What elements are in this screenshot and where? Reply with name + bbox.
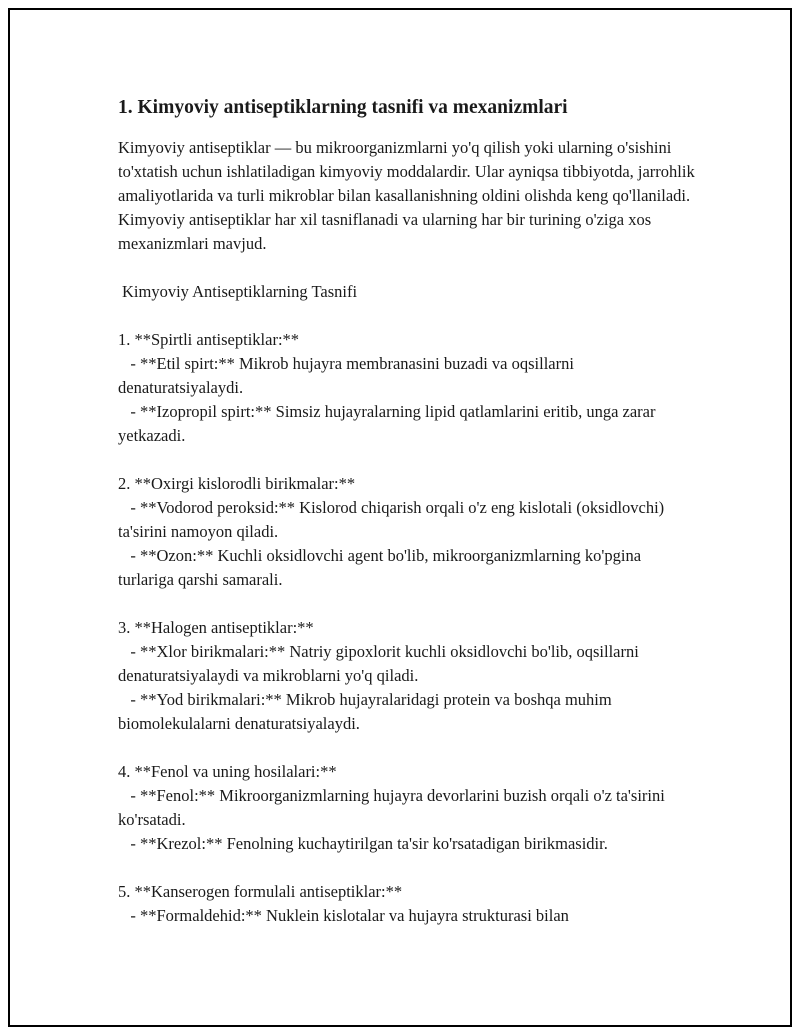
classification-group-2	[118, 472, 698, 592]
group-item: - **Izopropil spirt:** Simsiz hujayralarning lipid qatlamlarini eritib, unga zarar yetkazadi.	[118, 402, 660, 445]
group-item: - **Ozon:** Kuchli oksidlovchi agent bo'lib, mikroorganizmlarning ko'pgina turlariga qarshi samarali.	[118, 546, 646, 589]
group-heading: 2. **Oxirgi kislorodli birikmalar:**	[118, 474, 356, 493]
group-heading: 4. **Fenol va uning hosilalari:**	[118, 762, 337, 781]
group-item: - **Krezol:** Fenolning kuchaytirilgan ta'sir ko'rsatadigan birikmasidir.	[118, 834, 608, 853]
classification-group-1	[118, 328, 698, 448]
group-item: - **Yod birikmalari:** Mikrob hujayralaridagi protein va boshqa muhim biomolekulalarni denaturatsiyalaydi.	[118, 690, 616, 733]
classification-group-5	[118, 880, 698, 928]
group-heading: 3. **Halogen antiseptiklar:**	[118, 618, 314, 637]
group-item: - **Fenol:** Mikroorganizmlarning hujayra devorlarini buzish orqali o'z ta'sirini ko'rsatadi.	[118, 786, 669, 829]
document-title: 1. Kimyoviy antiseptiklarning tasnifi va mexanizmlari	[118, 97, 568, 118]
intro-paragraph: Kimyoviy antiseptiklar — bu mikroorganizmlarni yo'q qilish yoki ularning o'sishini to'xtatish uchun ishlatiladigan kimyoviy moddalardir. Ular ayniqsa tibbiyotda, jarrohlik amaliyotlarida va turli mikroblar bilan kasallanishning oldini olishda keng qo'llaniladi. Kimyoviy antiseptiklar har xil tasniflanadi va ularning har bir turining o'ziga xos mexanizmlari mavjud.	[118, 138, 695, 253]
group-item: - **Etil spirt:** Mikrob hujayra membranasini buzadi va oqsillarni denaturatsiyalaydi.	[118, 354, 579, 397]
classification-group-4	[118, 760, 698, 856]
group-item: - **Xlor birikmalari:** Natriy gipoxlorit kuchli oksidlovchi bo'lib, oqsillarni denaturatsiyalaydi va mikroblarni yo'q qiladi.	[118, 642, 643, 685]
group-heading: 1. **Spirtli antiseptiklar:**	[118, 330, 300, 349]
group-item: - **Formaldehid:** Nuklein kislotalar va hujayra strukturasi bilan	[118, 906, 569, 925]
group-item: - **Vodorod peroksid:** Kislorod chiqarish orqali o'z eng kislotali (oksidlovchi) ta'sirini namoyon qiladi.	[118, 498, 669, 541]
document-page	[8, 8, 792, 1027]
group-heading: 5. **Kanserogen formulali antiseptiklar:**	[118, 882, 403, 901]
document-content	[118, 94, 698, 952]
section-subtitle: Kimyoviy Antiseptiklarning Tasnifi	[122, 282, 358, 301]
classification-group-3	[118, 616, 698, 736]
